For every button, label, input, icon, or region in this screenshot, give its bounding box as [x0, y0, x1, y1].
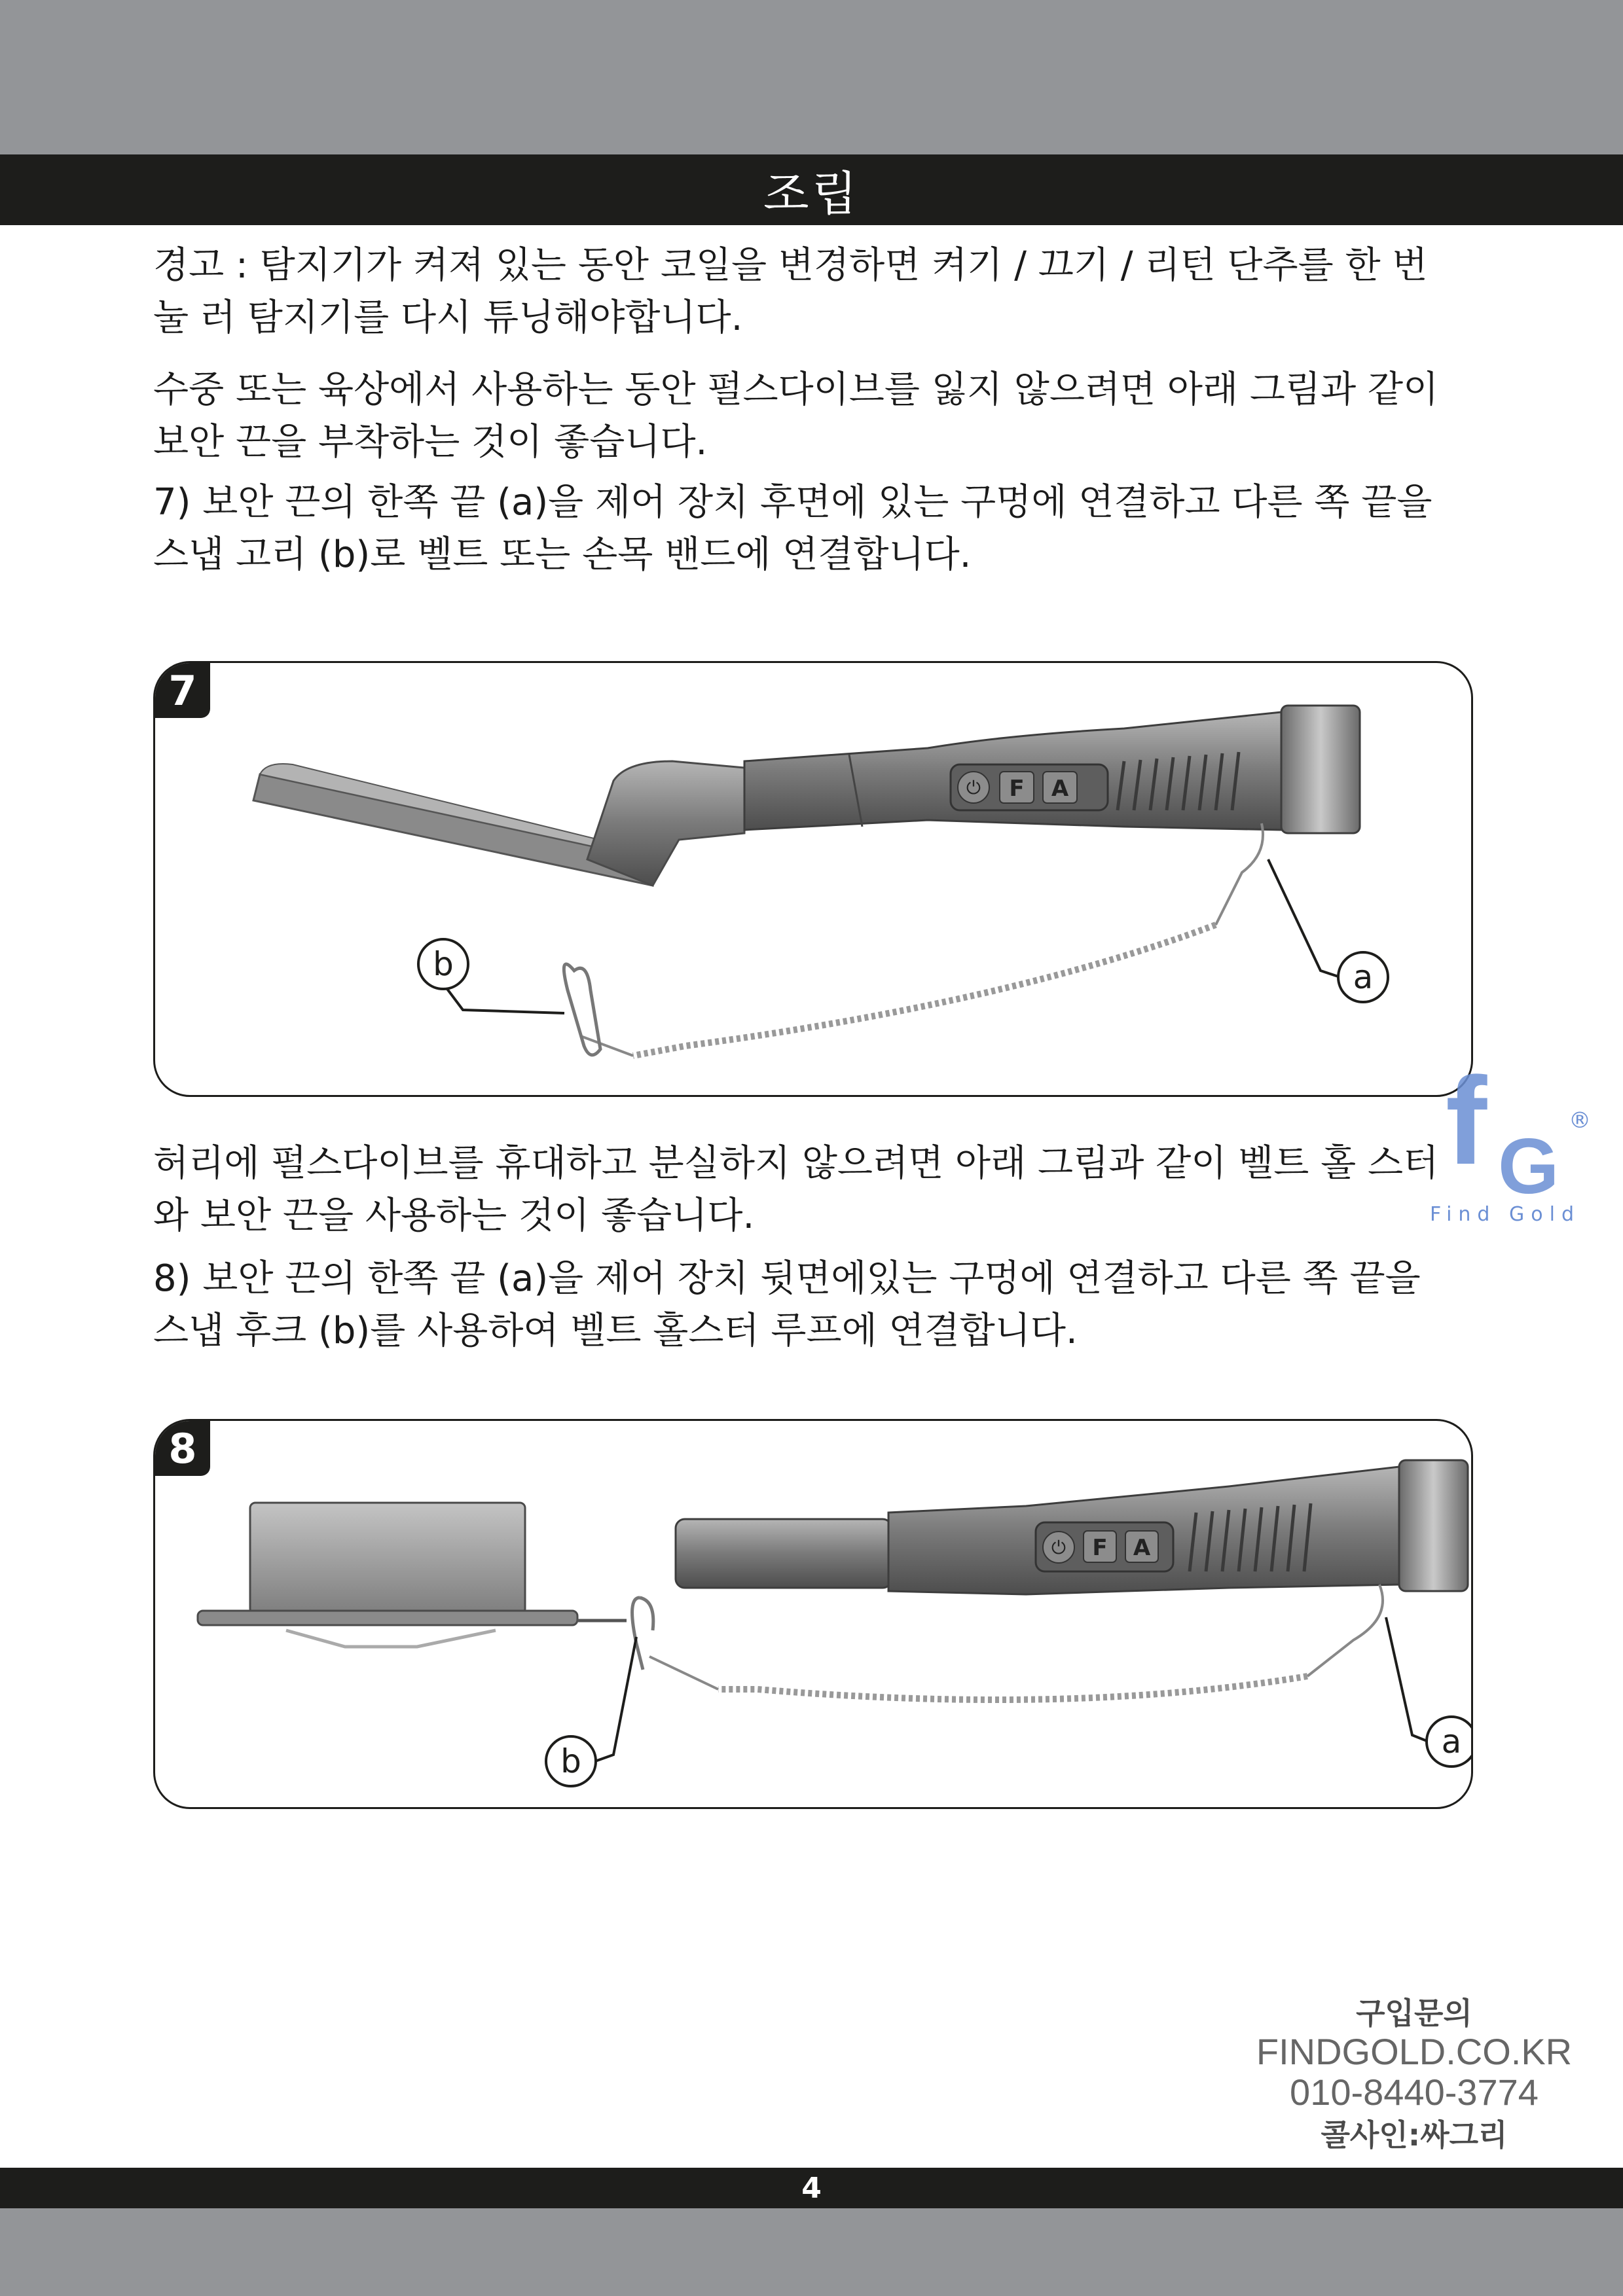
step7-paragraph: 7) 보안 끈의 한쪽 끝 (a)을 제어 장치 후면에 있는 구멍에 연결하고 다른 쪽 끝을 스냅 고리 (b)로 벨트 또는 손목 밴드에 연결합니다. — [153, 481, 1432, 576]
contact-website: FINDGOLD.CO.KR — [1256, 2031, 1573, 2072]
svg-text:⏻: ⏻ — [966, 777, 981, 798]
end-cap — [1281, 706, 1360, 833]
lanyard-top — [1216, 823, 1263, 925]
callout-a-line — [1268, 859, 1340, 977]
figure-7-panel — [153, 661, 1473, 1097]
holster-body — [250, 1503, 525, 1614]
svg-text:A: A — [1133, 1535, 1151, 1561]
bottom-gray-band — [0, 2208, 1623, 2296]
callout-b-line — [595, 1637, 636, 1761]
neck-shape — [587, 761, 744, 886]
page-number: 4 — [801, 2171, 822, 2205]
warning-paragraph: 경고 : 탐지기가 켜져 있는 동안 코일을 변경하면 켜기 / 끄기 / 리턴 단추를 한 번 눌 러 탐지기를 다시 튜닝해야합니다. — [153, 244, 1428, 339]
logo-text: Find Gold — [1430, 1203, 1580, 1226]
svg-text:F: F — [1009, 776, 1025, 802]
registered-mark: ® — [1569, 1107, 1591, 1134]
figure-7-number: 7 — [155, 663, 210, 718]
callout-b-label: b — [560, 1742, 581, 1780]
callout-a-label: a — [1353, 958, 1374, 996]
coil-shape — [253, 764, 653, 886]
coiled-lanyard — [718, 1676, 1307, 1700]
logo-g-letter: G — [1498, 1122, 1559, 1210]
end-cap — [1399, 1460, 1468, 1591]
button-f — [1084, 1531, 1116, 1562]
title-bar — [0, 154, 1623, 225]
figure-8-number: 8 — [155, 1421, 210, 1476]
button-f — [1000, 772, 1034, 803]
button-power-icon — [1043, 1532, 1074, 1563]
contact-callsign: 콜사인:싸그리 — [1321, 2117, 1508, 2153]
snap-hook — [632, 1598, 653, 1670]
svg-text:⏻: ⏻ — [1051, 1537, 1067, 1558]
lanyard-top — [1307, 1585, 1383, 1676]
footer-bar — [0, 2168, 1623, 2208]
contact-heading: 구입문의 — [1356, 1996, 1472, 2031]
button-a — [1125, 1531, 1158, 1562]
svg-text:A: A — [1051, 776, 1069, 802]
step8-paragraph: 8) 보안 끈의 한쪽 끝 (a)을 제어 장치 뒷면에있는 구멍에 연결하고 다른 쪽 끝을 스냅 후크 (b)를 사용하여 벨트 홀스터 루프에 연결합니다. — [153, 1257, 1421, 1352]
figure-8-illustration — [155, 1421, 1471, 1807]
logo-f-letter: f — [1446, 1066, 1487, 1191]
callout-b-label: b — [433, 945, 454, 983]
button-power-icon — [958, 772, 989, 803]
button-a — [1043, 772, 1077, 803]
top-gray-band — [0, 0, 1623, 154]
svg-text:F: F — [1092, 1535, 1108, 1561]
figure-7-illustration — [155, 663, 1471, 1095]
intro-holster-paragraph: 허리에 펄스다이브를 휴대하고 분실하지 않으려면 아래 그림과 같이 벨트 홀 스터와 보안 끈을 사용하는 것이 좋습니다. — [153, 1142, 1439, 1237]
callout-a-label: a — [1441, 1723, 1462, 1761]
page-title: 조립 — [763, 166, 860, 221]
callout-a-line — [1386, 1617, 1429, 1742]
holster-clip — [286, 1630, 496, 1647]
figure-8-panel — [153, 1419, 1473, 1809]
intro-water-paragraph: 수중 또는 육상에서 사용하는 동안 펄스다이브를 잃지 않으려면 아래 그림과 같이 보안 끈을 부착하는 것이 좋습니다. — [153, 368, 1439, 463]
coiled-lanyard — [633, 925, 1216, 1056]
holster-base — [198, 1611, 577, 1625]
contact-phone: 010-8440-3774 — [1290, 2072, 1539, 2113]
probe-tip — [676, 1519, 892, 1588]
lanyard-end — [649, 1657, 718, 1689]
